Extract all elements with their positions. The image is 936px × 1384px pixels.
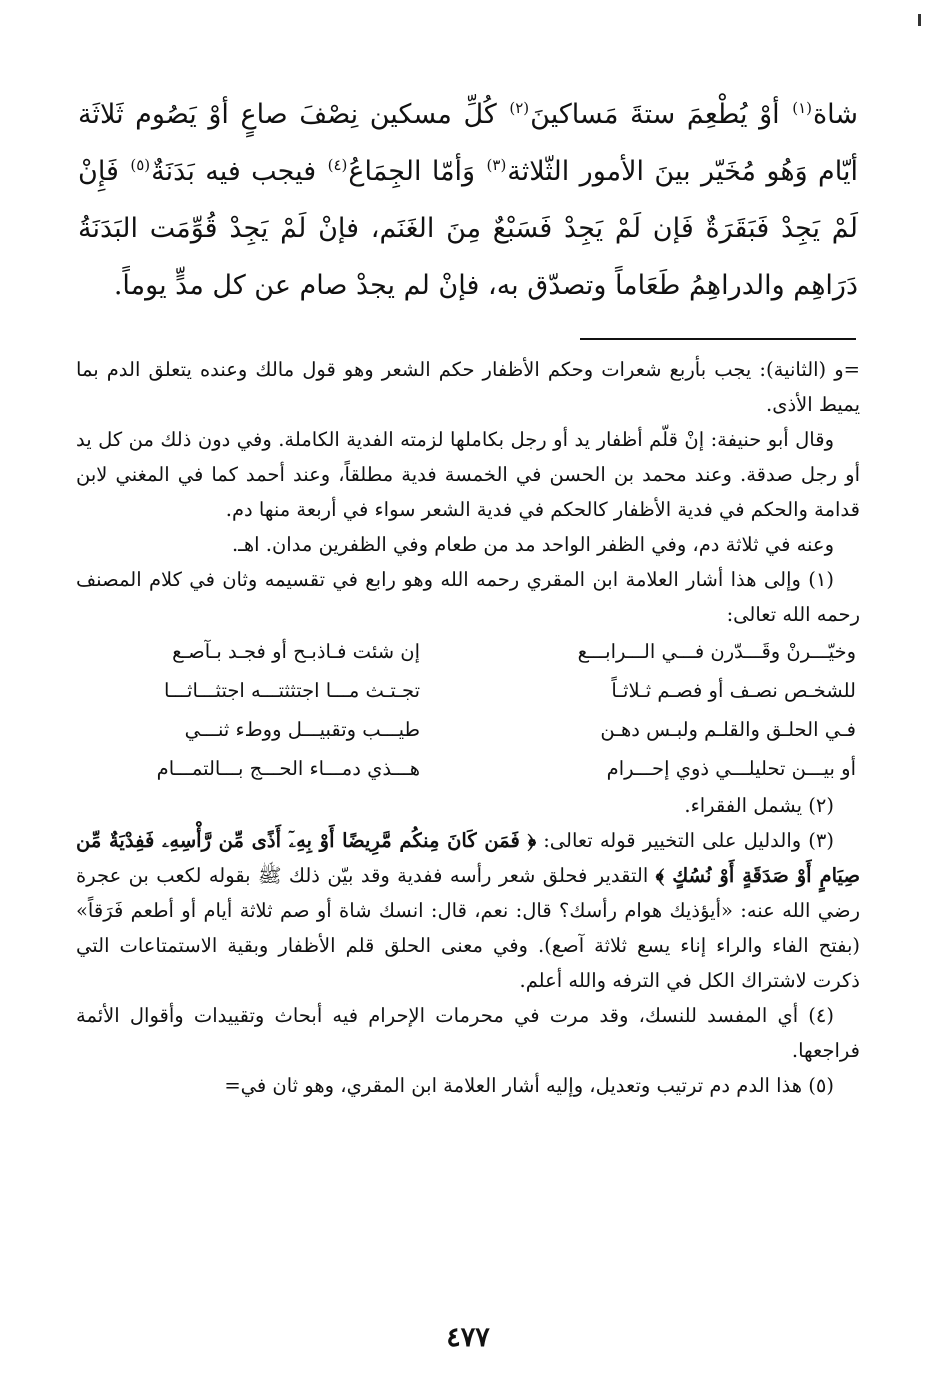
main-text-segment: فيجب فيه بَدَنَةٌ xyxy=(151,156,317,187)
verse-first-hemistich: أو بيـــن تحليلـــي ذوي إحـــرام xyxy=(606,757,856,780)
verse-second-hemistich: هـــذي دمـــاء الحـــج بـــالتمـــام xyxy=(156,757,420,780)
verse-row xyxy=(76,710,860,749)
footnote-3-body: التقدير فحلق شعر رأسه ففدية وقد بيّن ذلك ﷺ بقوله لكعب بن عجرة رضي الله عنه: «أيؤذيك هوام رأسك؟ قال: نعم، قال: انسك شاة أو صم ثلاثة أيام أو أطعم فَرَقاً» (بفتح الفاء والراء إناء يسع ثلاثة آصع). وفي معنى الحلق قلم الأظفار وبقية الاستمتاعات التي ذكرت لاشتراك الكل في الترفه والله أعلم. xyxy=(76,864,860,992)
footnote-ref: (٢) xyxy=(509,99,530,117)
footnote-ref: (٥) xyxy=(130,156,151,174)
note-paragraph: وعنه في ثلاثة دم، وفي الظفر الواحد مد من طعام وفي الظفرين مدان. اهـ. xyxy=(231,533,834,556)
scan-mark xyxy=(918,14,921,26)
page-number: ٤٧٧ xyxy=(446,1322,490,1353)
main-text-segment: أوْ يُطْعِمَ ستةَ مَساكينَ xyxy=(530,99,780,130)
footnote-2: (٢) يشمل الفقراء. xyxy=(684,794,834,817)
verse-row xyxy=(76,749,860,788)
main-paragraph xyxy=(78,86,858,314)
quran-verse: ﴿ فَمَن كَانَ مِنكُم مَّرِيضًا أَوْ بِهِۦٓ أَذًى مِّن رَّأْسِهِۦ فَفِدْيَةٌ مِّن صِيَامٍ أَوْ صَدَقَةٍ أَوْ نُسُكٍ ﴾ xyxy=(76,829,861,887)
main-text-segment: فَإِنْ لَمْ يَجِدْ فَبَقَرَةٌ فَإن لَمْ يَجِدْ فَسَبْعٌ مِنَ الغَنَم، فإنْ لَمْ يَجِدْ قُوِّمَت البَدَنَةُ دَرَاهِم والدراهِمُ طَعَاماً وتصدّق به، فإنْ لم يجدْ صام عن كل مدٍّ يوماً. xyxy=(78,156,858,301)
footnotes xyxy=(76,352,860,1103)
footnote-ref: (٣) xyxy=(486,156,507,174)
verse-row xyxy=(76,632,860,671)
note-paragraph: وقال أبو حنيفة: إنْ قلّم أظفار يد أو رجل بكاملها لزمته الفدية الكاملة. وفي دون ذلك من كل يد أو رجل صدقة. وعند محمد بن الحسن في الخمسة فدية مطلقاً، وعند أحمد كما في المغني لابن قدامة والحكم في فدية الأظفار كالحكم في فدية الشعر سواء في أربعة منها دم. xyxy=(76,428,860,521)
verse-first-hemistich: فـي الحلـق والقلـم ولبـس دهـن xyxy=(600,718,856,741)
main-text-segment: كُلِّ مسكين نِصْفَ صاعٍ أوْ يَصُوم ثَلاثَة أيّام وَهُو مُخَيّر بينَ الأمور الثّلاثة xyxy=(78,99,858,187)
footnote-5: (٥) هذا الدم دم ترتيب وتعديل، وإليه أشار العلامة ابن المقري، وهو ثان في= xyxy=(224,1074,834,1097)
footnote-1: (١) وإلى هذا أشار العلامة ابن المقري رحمه الله وهو رابع في تقسيمه وثان في كلام المصنف رحمه الله تعالى: xyxy=(76,568,860,626)
verse-block xyxy=(76,632,860,788)
verse-second-hemistich: تجـتـث مـــا اجتثثتـــه اجتثـــاثـــا xyxy=(163,679,420,702)
footnote-ref: (٤) xyxy=(327,156,348,174)
main-text xyxy=(78,86,858,314)
footnote-ref: (١) xyxy=(792,99,812,117)
verse-first-hemistich: للشخـص نصـف أو فصـم ثـلاثـاً xyxy=(611,679,856,702)
footnote-3-intro: (٣) والدليل على التخيير قوله تعالى: xyxy=(543,829,834,852)
footnote-separator xyxy=(580,338,856,340)
verse-second-hemistich: طيـــب وتقبيـــل ووطء ثنـــي xyxy=(184,718,420,741)
note-continuation: =و (الثانية): يجب بأربع شعرات وحكم الأظفار حكم الشعر وهو قول مالك وعنده يتعلق الدم بما يميط الأذى. xyxy=(76,358,860,416)
footnote-3 xyxy=(76,823,860,998)
main-text-segment: شاة xyxy=(812,99,858,130)
verse-row xyxy=(76,671,860,710)
footnote-4: (٤) أي المفسد للنسك، وقد مرت في محرمات الإحرام فيه أبحاث وتقييدات وأقوال الأئمة فراجعها. xyxy=(76,1004,860,1062)
verse-second-hemistich: إن شئت فـاذبـح أو فجـد بـآصـع xyxy=(172,640,420,663)
verse-first-hemistich: وخيّـــرنْ وقَـــدّرن فـــي الـــرابـــع xyxy=(577,640,856,663)
main-text-segment: وَأمّا الجِمَاعُ xyxy=(348,156,476,187)
